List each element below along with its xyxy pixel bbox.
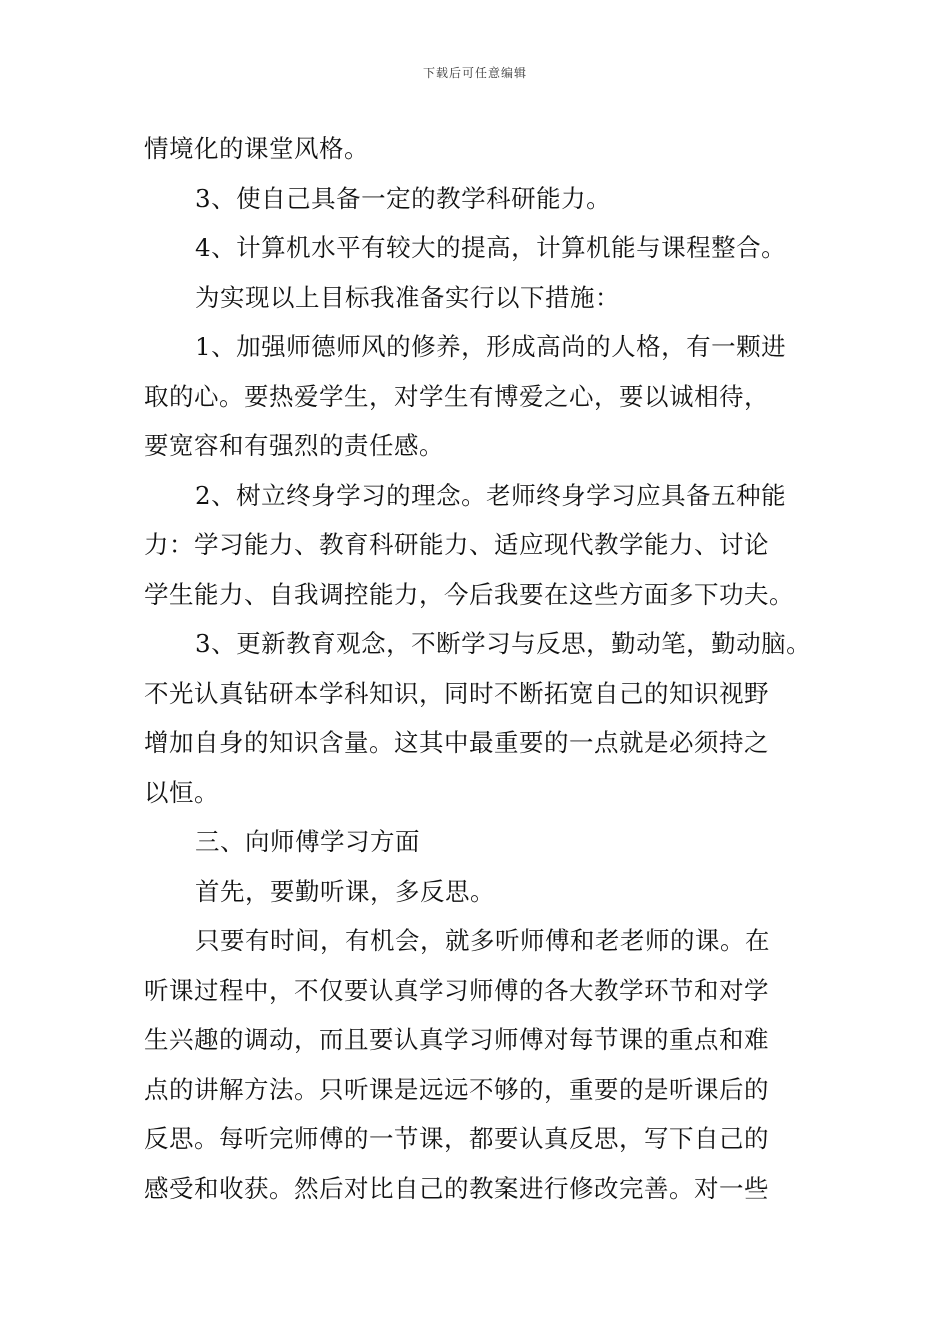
text-line: 1、加强师德师风的修养，形成高尚的人格，有一颗进 bbox=[195, 332, 787, 361]
document-body bbox=[144, 124, 820, 1213]
text-line: 3、使自己具备一定的教学科研能力。 bbox=[195, 183, 612, 213]
text-line: 首先，要勤听课，多反思。 bbox=[195, 876, 495, 906]
text-line: 只要有时间，有机会，就多听师傅和老老师的课。在 bbox=[195, 926, 770, 955]
section-heading: 三、向师傅学习方面 bbox=[195, 827, 420, 856]
text-line: 不光认真钻研本学科知识，同时不断拓宽自己的知识视野 bbox=[144, 678, 769, 708]
page-header: 下载后可任意编辑 bbox=[422, 66, 527, 80]
text-line: 3、更新教育观念，不断学习与反思，勤动笔，勤动脑。 bbox=[195, 629, 812, 658]
text-line: 听课过程中，不仅要认真学习师傅的各大教学环节和对学 bbox=[144, 975, 769, 1005]
text-line: 学生能力、自我调控能力，今后我要在这些方面多下功夫。 bbox=[144, 579, 794, 609]
text-line: 增加自身的知识含量。这其中最重要的一点就是必须持之 bbox=[144, 728, 769, 757]
text-line: 要宽容和有强烈的责任感。 bbox=[144, 431, 444, 460]
text-line: 感受和收获。然后对比自己的教案进行修改完善。对一些 bbox=[144, 1173, 769, 1203]
text-line: 生兴趣的调动，而且要认真学习师傅对每节课的重点和难 bbox=[144, 1025, 769, 1054]
text-line: 取的心。要热爱学生，对学生有博爱之心，要以诚相待， bbox=[144, 381, 769, 411]
text-line: 4、计算机水平有较大的提高，计算机能与课程整合。 bbox=[195, 233, 787, 262]
text-line: 以恒。 bbox=[144, 777, 219, 807]
text-line: 为实现以上目标我准备实行以下措施： bbox=[195, 282, 620, 312]
text-line: 力：学习能力、教育科研能力、适应现代教学能力、讨论 bbox=[144, 530, 769, 559]
text-line: 点的讲解方法。只听课是远远不够的，重要的是听课后的 bbox=[144, 1074, 769, 1104]
text-line: 2、树立终身学习的理念。老师终身学习应具备五种能 bbox=[195, 480, 787, 510]
text-line: 反思。每听完师傅的一节课，都要认真反思，写下自己的 bbox=[144, 1124, 769, 1153]
text-line: 情境化的课堂风格。 bbox=[144, 134, 369, 163]
